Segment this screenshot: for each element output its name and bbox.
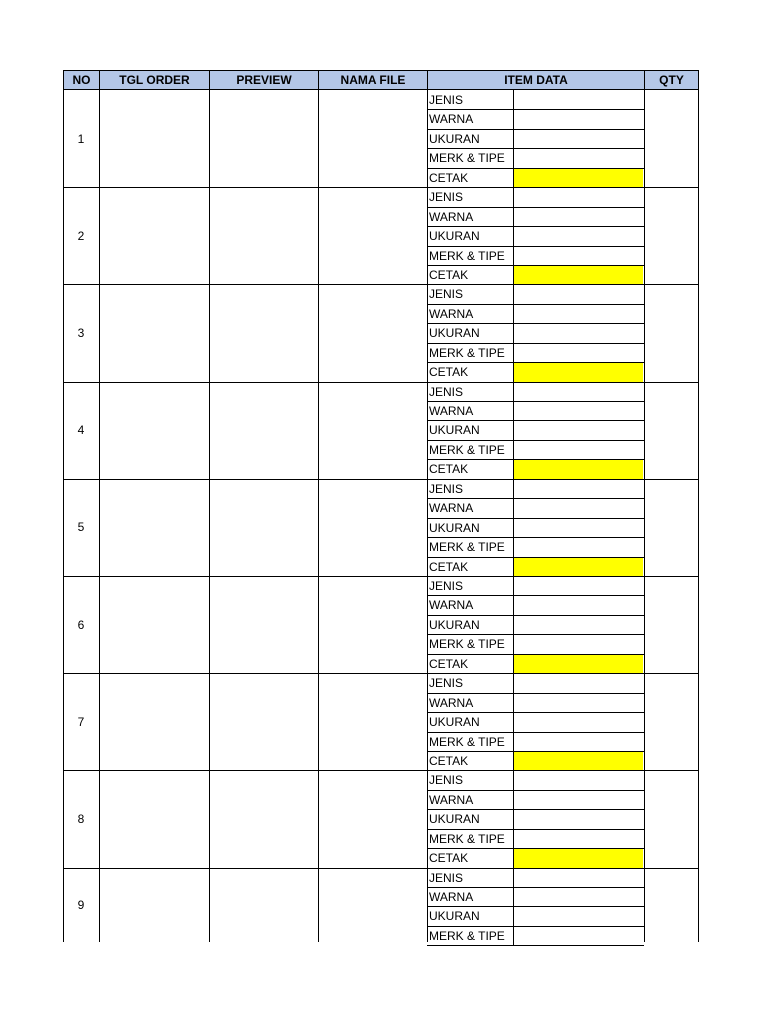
item-field-value <box>514 519 643 537</box>
item-field-label: UKURAN <box>429 520 480 535</box>
item-field-label: MERK & TIPE <box>429 345 505 360</box>
item-field-label: MERK & TIPE <box>429 734 505 749</box>
item-field-label: WARNA <box>429 306 474 321</box>
item-field-label: UKURAN <box>429 326 480 341</box>
item-field-value <box>514 927 643 945</box>
row-number: 4 <box>77 423 85 438</box>
row-number: 7 <box>77 714 85 729</box>
item-field-label: MERK & TIPE <box>429 637 505 652</box>
item-value-divider <box>513 770 514 867</box>
item-field-value <box>514 771 643 789</box>
column-divider <box>698 90 699 942</box>
item-field-value <box>514 869 643 887</box>
item-field-label: MERK & TIPE <box>429 248 505 263</box>
item-field-value <box>514 907 643 925</box>
item-field-label: JENIS <box>429 481 464 496</box>
item-value-divider <box>513 673 514 770</box>
item-field-value <box>514 130 643 148</box>
item-field-label: UKURAN <box>429 715 480 730</box>
item-field-label: MERK & TIPE <box>429 540 505 555</box>
item-field-label: CETAK <box>429 753 469 768</box>
item-field-label: CETAK <box>429 656 469 671</box>
item-field-value <box>514 752 643 770</box>
item-field-label: JENIS <box>429 384 464 399</box>
item-field-label: MERK & TIPE <box>429 151 505 166</box>
item-field-label: UKURAN <box>429 812 480 827</box>
item-field-value <box>514 227 643 245</box>
item-field-value <box>514 402 643 420</box>
item-field-label: JENIS <box>429 870 464 885</box>
item-field-value <box>514 655 643 673</box>
item-field-value <box>514 247 643 265</box>
item-field-label: CETAK <box>429 267 469 282</box>
item-field-label: UKURAN <box>429 423 480 438</box>
item-field-value <box>514 791 643 809</box>
item-field-label: JENIS <box>429 190 464 205</box>
header-nama-file: NAMA FILE <box>318 70 428 90</box>
item-field-label: UKURAN <box>429 229 480 244</box>
item-field-value <box>514 480 643 498</box>
item-field-value <box>514 635 643 653</box>
row-number: 3 <box>77 325 85 340</box>
item-field-label: WARNA <box>429 695 474 710</box>
item-field-value <box>514 169 643 187</box>
item-field-value <box>514 616 643 634</box>
item-field-value <box>514 383 643 401</box>
item-field-value <box>514 149 643 167</box>
item-value-divider <box>513 479 514 576</box>
item-value-divider <box>513 576 514 673</box>
item-field-value <box>514 305 643 323</box>
item-field-label: CETAK <box>429 559 469 574</box>
item-field-value <box>514 208 643 226</box>
item-field-value <box>514 266 643 284</box>
item-field-label: MERK & TIPE <box>429 928 505 943</box>
column-divider <box>209 90 210 942</box>
item-field-value <box>514 91 643 109</box>
item-field-value <box>514 849 643 867</box>
header-preview: PREVIEW <box>209 70 319 90</box>
item-value-divider <box>513 284 514 381</box>
item-field-label: CETAK <box>429 462 469 477</box>
item-field-value <box>514 344 643 362</box>
item-field-value <box>514 674 643 692</box>
item-field-value <box>514 888 643 906</box>
item-field-label: JENIS <box>429 93 464 107</box>
row-number: 2 <box>77 228 85 243</box>
item-value-divider <box>513 382 514 479</box>
item-field-value <box>514 110 643 128</box>
item-field-label: WARNA <box>429 112 474 127</box>
item-field-label: WARNA <box>429 792 474 807</box>
item-field-label: WARNA <box>429 209 474 224</box>
row-number: 8 <box>77 811 85 826</box>
item-field-value <box>514 733 643 751</box>
item-field-value <box>514 363 643 381</box>
header-item-data: ITEM DATA <box>427 70 645 90</box>
item-field-label: MERK & TIPE <box>429 831 505 846</box>
item-field-value <box>514 188 643 206</box>
item-field-value <box>514 499 643 517</box>
item-field-value <box>514 421 643 439</box>
item-value-divider <box>513 90 514 187</box>
item-field-value <box>514 577 643 595</box>
header-qty: QTY <box>644 70 699 90</box>
item-field-label: WARNA <box>429 598 474 613</box>
item-value-divider <box>513 868 514 946</box>
item-field-value <box>514 596 643 614</box>
item-field-value <box>514 830 643 848</box>
item-field-label: CETAK <box>429 170 469 185</box>
row-number: 9 <box>77 897 85 912</box>
header-tgl-order: TGL ORDER <box>99 70 210 90</box>
item-field-label: UKURAN <box>429 617 480 632</box>
row-number: 1 <box>77 131 85 146</box>
header-no: NO <box>63 70 100 90</box>
item-field-value <box>514 694 643 712</box>
item-field-label: JENIS <box>429 579 464 593</box>
column-divider <box>427 90 428 942</box>
column-divider <box>99 90 100 942</box>
item-field-value <box>514 538 643 556</box>
item-field-value <box>514 441 643 459</box>
item-field-label: WARNA <box>429 404 474 419</box>
item-field-label: WARNA <box>429 501 474 516</box>
item-field-label: CETAK <box>429 365 469 380</box>
item-field-value <box>514 810 643 828</box>
column-divider <box>318 90 319 942</box>
item-subrow-border <box>427 945 644 946</box>
item-field-value <box>514 558 643 576</box>
item-field-value <box>514 285 643 303</box>
item-field-label: UKURAN <box>429 131 480 146</box>
column-divider <box>644 90 645 942</box>
row-number: 6 <box>77 617 85 632</box>
row-number: 5 <box>77 520 85 535</box>
item-field-label: CETAK <box>429 851 469 866</box>
item-field-value <box>514 324 643 342</box>
item-field-label: MERK & TIPE <box>429 442 505 457</box>
item-field-label: WARNA <box>429 890 474 905</box>
item-value-divider <box>513 187 514 284</box>
item-field-value <box>514 713 643 731</box>
item-field-label: JENIS <box>429 773 464 788</box>
item-field-label: JENIS <box>429 287 464 302</box>
item-field-label: JENIS <box>429 676 464 691</box>
item-field-value <box>514 460 643 478</box>
item-field-label: UKURAN <box>429 909 480 924</box>
